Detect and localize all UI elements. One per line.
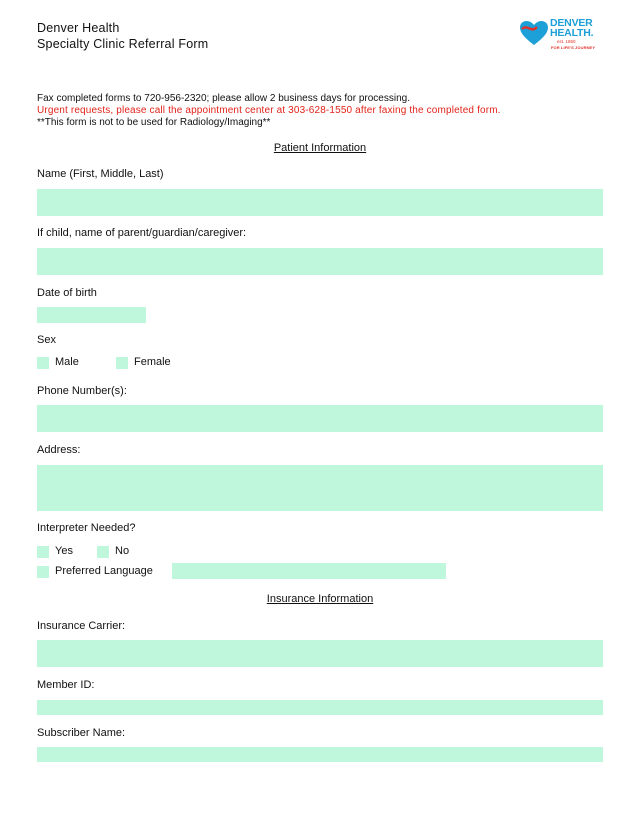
urgent-instructions: Urgent requests, please call the appointment center at 303-628-1550 after faxing the completed form. bbox=[37, 105, 501, 116]
sex-male-label: Male bbox=[55, 356, 79, 368]
patient-name-label: Name (First, Middle, Last) bbox=[37, 168, 164, 180]
logo-line-2: HEALTH. bbox=[550, 27, 594, 39]
guardian-name-field[interactable] bbox=[37, 248, 603, 275]
sex-male-checkbox[interactable] bbox=[37, 357, 49, 369]
logo-established: est. 1860 bbox=[557, 39, 576, 44]
insurance-information-heading: Insurance Information bbox=[266, 593, 374, 605]
subscriber-name-label: Subscriber Name: bbox=[37, 727, 126, 739]
sex-label: Sex bbox=[37, 334, 56, 346]
date-of-birth-field[interactable] bbox=[37, 307, 146, 323]
interpreter-needed-label: Interpreter Needed? bbox=[37, 522, 136, 534]
interpreter-no-checkbox[interactable] bbox=[97, 546, 109, 558]
preferred-language-checkbox[interactable] bbox=[37, 566, 49, 578]
sex-female-checkbox[interactable] bbox=[116, 357, 128, 369]
logo-tagline: FOR LIFE'S JOURNEY bbox=[551, 45, 596, 50]
patient-name-field[interactable] bbox=[37, 189, 603, 216]
fax-instructions: Fax completed forms to 720-956-2320; please allow 2 business days for processing. bbox=[37, 93, 410, 104]
interpreter-no-label: No bbox=[115, 545, 130, 557]
member-id-label: Member ID: bbox=[37, 679, 95, 691]
interpreter-yes-checkbox[interactable] bbox=[37, 546, 49, 558]
phone-number-field[interactable] bbox=[37, 405, 603, 432]
insurance-carrier-field[interactable] bbox=[37, 640, 603, 667]
insurance-carrier-label: Insurance Carrier: bbox=[37, 620, 126, 632]
date-of-birth-label: Date of birth bbox=[37, 287, 97, 299]
organization-name: Denver Health bbox=[37, 21, 120, 35]
interpreter-yes-label: Yes bbox=[55, 545, 73, 557]
phone-number-label: Phone Number(s): bbox=[37, 385, 127, 397]
address-label: Address: bbox=[37, 444, 81, 456]
member-id-field[interactable] bbox=[37, 700, 603, 715]
address-field[interactable] bbox=[37, 465, 603, 511]
denver-health-logo bbox=[519, 18, 601, 54]
sex-female-label: Female bbox=[134, 356, 171, 368]
form-title: Specialty Clinic Referral Form bbox=[37, 37, 209, 51]
radiology-disclaimer: **This form is not to be used for Radiology/Imaging** bbox=[37, 117, 271, 128]
patient-information-heading: Patient Information bbox=[273, 142, 367, 154]
subscriber-name-field[interactable] bbox=[37, 747, 603, 762]
guardian-name-label: If child, name of parent/guardian/caregiver: bbox=[37, 227, 247, 239]
logo-line-1: DENVER bbox=[550, 17, 593, 29]
heart-logo-icon bbox=[519, 20, 549, 46]
preferred-language-label: Preferred Language bbox=[55, 565, 153, 577]
preferred-language-field[interactable] bbox=[172, 563, 446, 579]
